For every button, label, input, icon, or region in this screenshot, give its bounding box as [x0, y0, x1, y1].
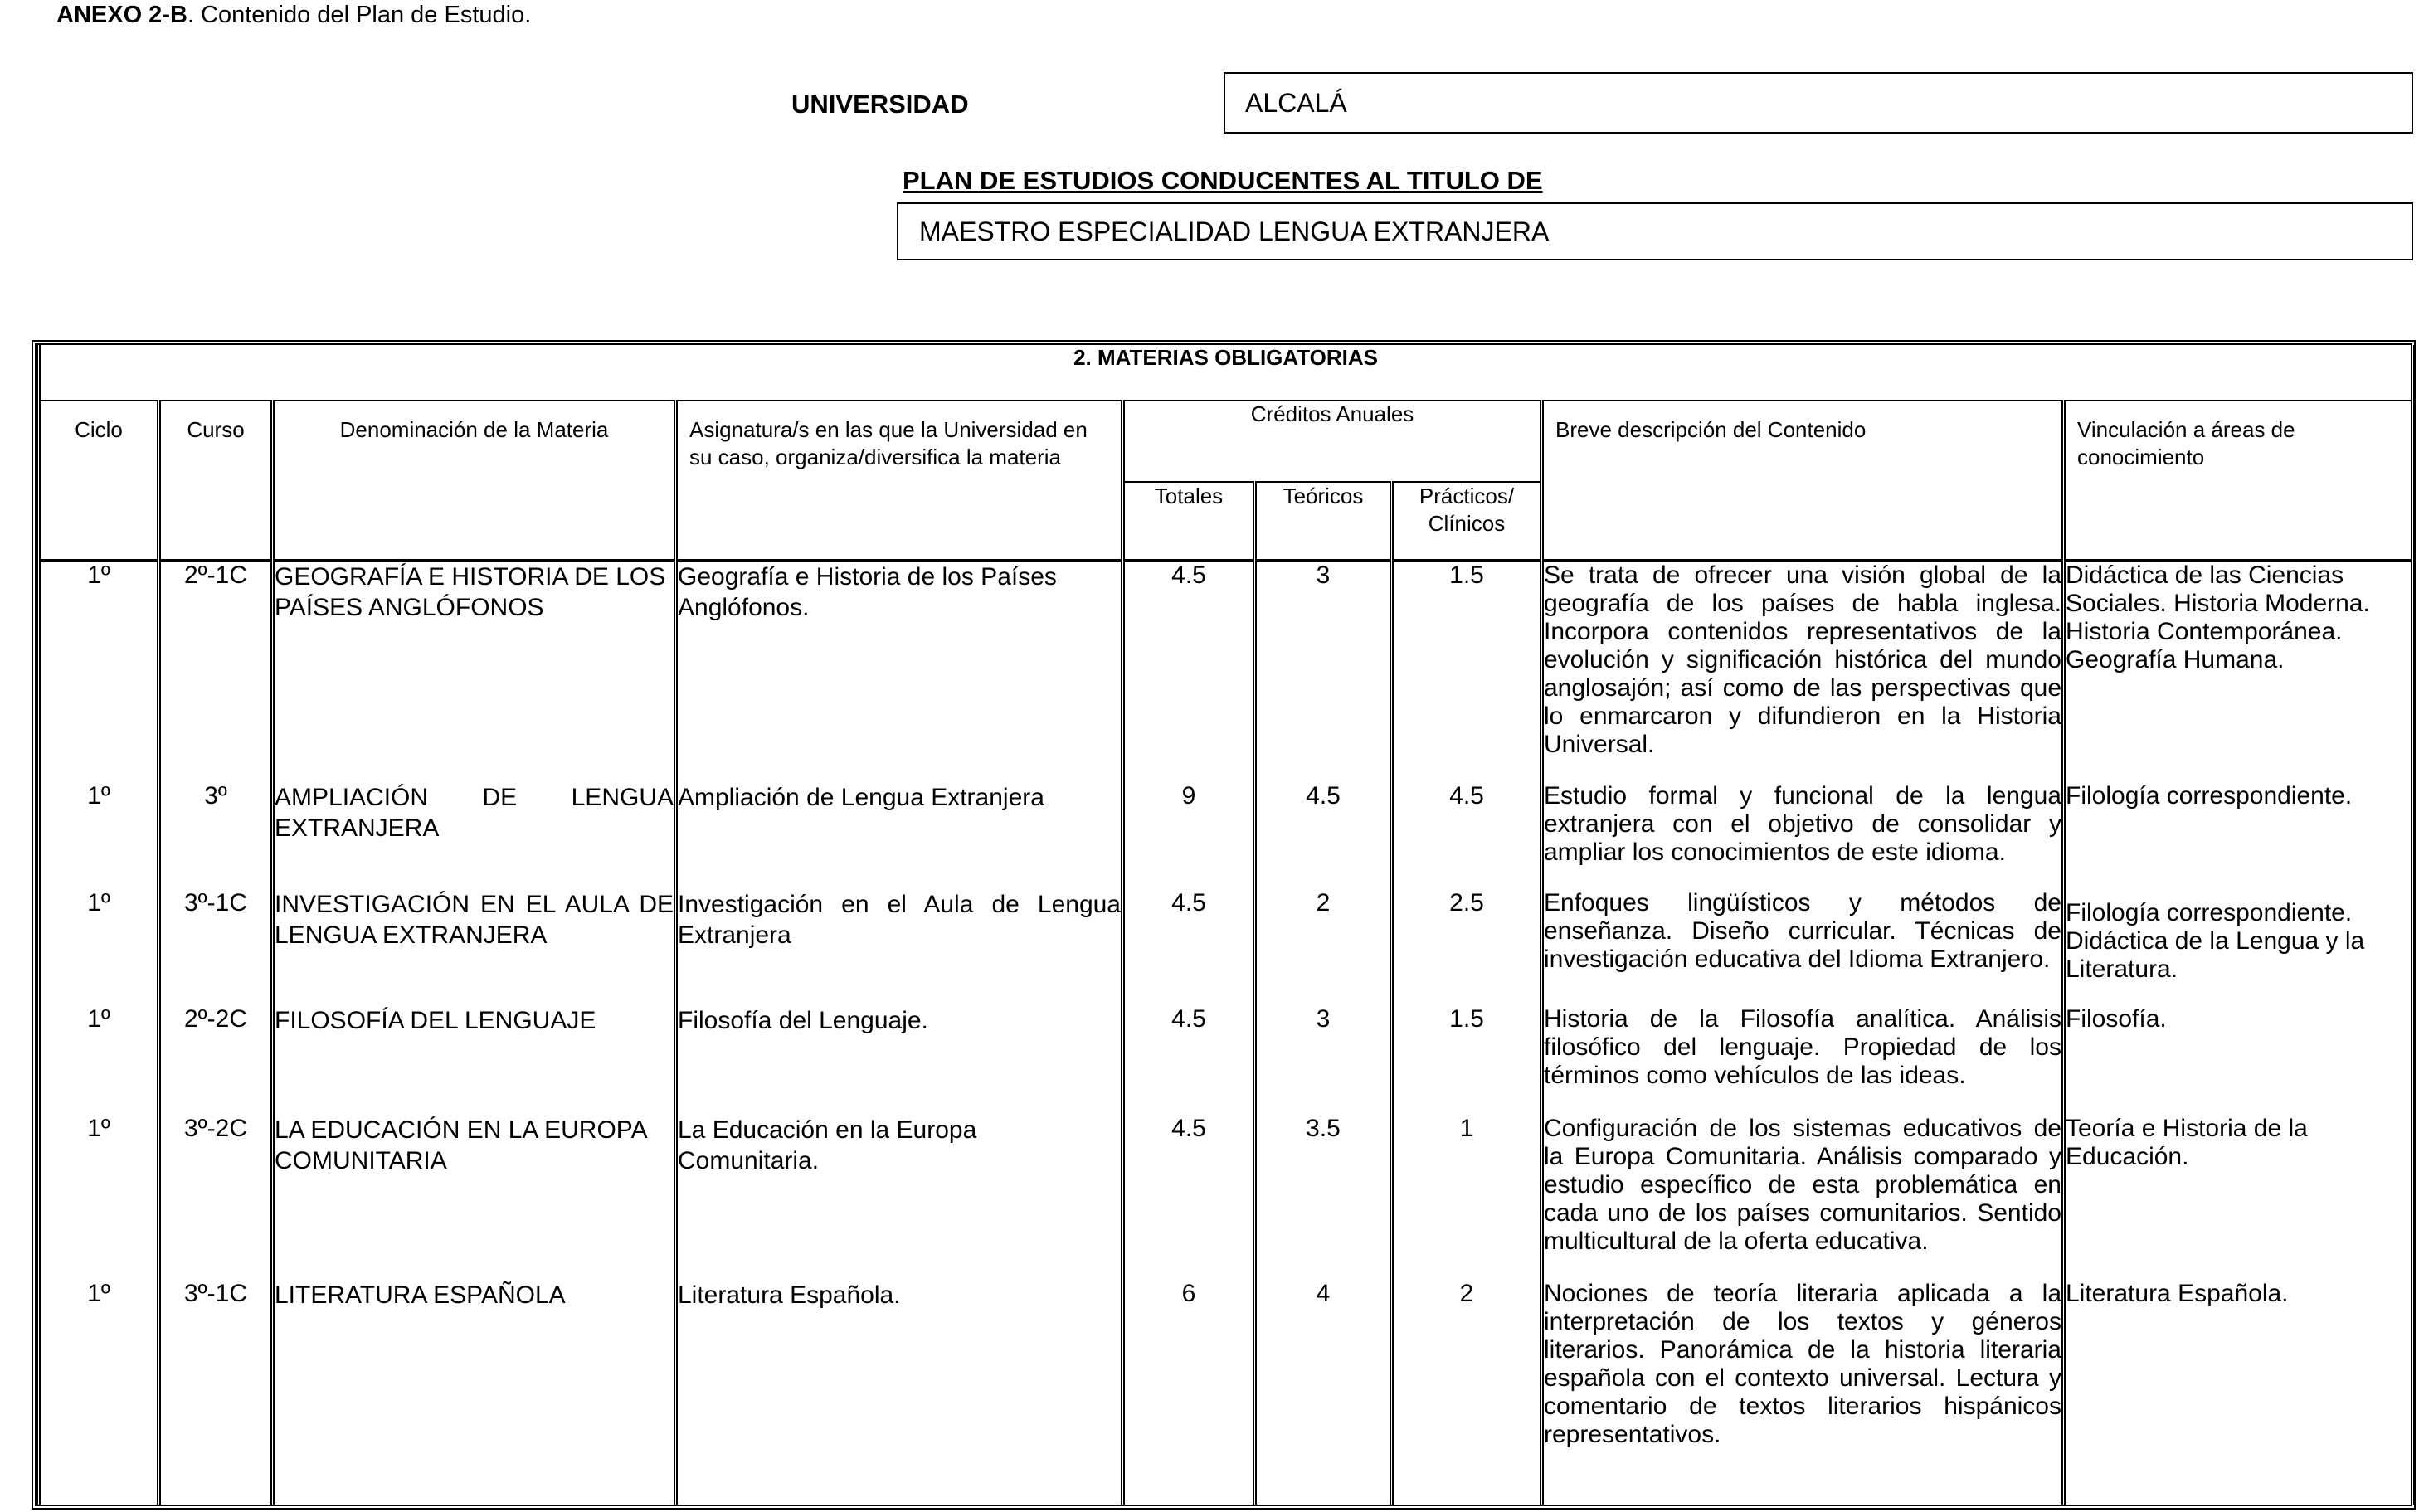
col-header-totales: Totales — [1123, 482, 1255, 555]
table-row — [39, 782, 2413, 889]
cell-teoricos: 4.5 — [1255, 782, 1392, 889]
cell-totales: 6 — [1123, 1280, 1255, 1505]
cell-curso: 3º — [159, 782, 273, 889]
cell-curso: 3º-1C — [159, 889, 273, 1005]
cell-practicos: 1.5 — [1392, 1005, 1542, 1115]
cell-descripcion: Nociones de teoría literaria aplicada a la interpretación de los textos y géneros literarios. Panorámica de la historia literaria española con el contexto universal. Lectura y comentario de textos literarios hispánicos representativos. — [1542, 1280, 2064, 1505]
cell-practicos: 1.5 — [1392, 560, 1542, 782]
cell-vinculacion: Literatura Española. — [2064, 1280, 2413, 1505]
cell-materia: FILOSOFÍA DEL LENGUAJE — [273, 1005, 676, 1115]
materias-table — [37, 345, 2415, 1505]
cell-materia: LA EDUCACIÓN EN LA EUROPA COMUNITARIA — [273, 1115, 676, 1280]
cell-totales: 9 — [1123, 782, 1255, 889]
table-title-row — [39, 345, 2413, 401]
col-header-vinculacion: Vinculación a áreas de conocimiento — [2064, 401, 2413, 555]
table-row — [39, 1115, 2413, 1280]
cell-teoricos: 4 — [1255, 1280, 1392, 1505]
col-header-descripcion: Breve descripción del Contenido — [1542, 401, 2064, 555]
cell-asignatura: Literatura Española. — [676, 1280, 1123, 1505]
table-row — [39, 560, 2413, 782]
materias-table-frame — [32, 340, 2416, 1510]
cell-vinculacion: Filología correspondiente. — [2064, 782, 2413, 889]
header-row — [39, 401, 2413, 482]
col-header-teoricos: Teóricos — [1255, 482, 1392, 555]
table-row — [39, 1280, 2413, 1505]
cell-curso: 3º-1C — [159, 1280, 273, 1505]
cell-ciclo: 1º — [39, 782, 159, 889]
cell-teoricos: 3 — [1255, 1005, 1392, 1115]
cell-materia: AMPLIACIÓN DE LENGUA EXTRANJERA — [273, 782, 676, 889]
cell-totales: 4.5 — [1123, 560, 1255, 782]
cell-asignatura: Geografía e Historia de los Países Anglófonos. — [676, 560, 1123, 782]
cell-vinculacion: Teoría e Historia de la Educación. — [2064, 1115, 2413, 1280]
cell-asignatura: Investigación en el Aula de Lengua Extranjera — [676, 889, 1123, 1005]
col-header-curso: Curso — [159, 401, 273, 555]
cell-descripcion: Configuración de los sistemas educativos de la Europa Comunitaria. Análisis comparado y estudio específico de esta problemática en cada uno de los países comunitarios. Sentido multicultural de la oferta educativa. — [1542, 1115, 2064, 1280]
col-header-creditos: Créditos Anuales — [1123, 401, 1542, 482]
col-header-materia: Denominación de la Materia — [273, 401, 676, 555]
cell-vinculacion: Filología correspondiente. Didáctica de la Lengua y la Literatura. — [2064, 889, 2413, 1005]
cell-curso: 3º-2C — [159, 1115, 273, 1280]
university-label: UNIVERSIDAD — [791, 90, 969, 119]
cell-ciclo: 1º — [39, 560, 159, 782]
plan-value: MAESTRO ESPECIALIDAD LENGUA EXTRANJERA — [897, 202, 2413, 260]
cell-ciclo: 1º — [39, 1005, 159, 1115]
cell-practicos: 1 — [1392, 1115, 1542, 1280]
cell-materia: LITERATURA ESPAÑOLA — [273, 1280, 676, 1505]
cell-asignatura: Filosofía del Lenguaje. — [676, 1005, 1123, 1115]
cell-materia: INVESTIGACIÓN EN EL AULA DE LENGUA EXTRANJERA — [273, 889, 676, 1005]
annex-title — [56, 2, 531, 29]
cell-descripcion: Se trata de ofrecer una visión global de la geografía de los países de habla inglesa. Incorpora contenidos representativos de la evolución y significación histórica del mundo anglosajón; así como de las perspectivas que lo enmarcaron y difundieron en la Historia Universal. — [1542, 560, 2064, 782]
col-header-practicos: Prácticos/ Clínicos — [1392, 482, 1542, 555]
cell-ciclo: 1º — [39, 1280, 159, 1505]
cell-ciclo: 1º — [39, 889, 159, 1005]
cell-descripcion: Historia de la Filosofía analítica. Análisis filosófico del lenguaje. Propiedad de los términos como vehículos de las ideas. — [1542, 1005, 2064, 1115]
table-row — [39, 1005, 2413, 1115]
plan-label: PLAN DE ESTUDIOS CONDUCENTES AL TITULO DE — [903, 166, 1543, 195]
table-title: 2. MATERIAS OBLIGATORIAS — [39, 345, 2413, 401]
col-header-asignatura: Asignatura/s en las que la Universidad en su caso, organiza/diversifica la materia — [676, 401, 1123, 555]
cell-materia: GEOGRAFÍA E HISTORIA DE LOS PAÍSES ANGLÓFONOS — [273, 560, 676, 782]
annex-title-rest: . Contenido del Plan de Estudio. — [187, 2, 532, 28]
cell-descripcion: Enfoques lingüísticos y métodos de enseñanza. Diseño curricular. Técnicas de investigación educativa del Idioma Extranjero. — [1542, 889, 2064, 1005]
cell-ciclo: 1º — [39, 1115, 159, 1280]
cell-totales: 4.5 — [1123, 1115, 1255, 1280]
cell-curso: 2º-2C — [159, 1005, 273, 1115]
cell-vinculacion: Filosofía. — [2064, 1005, 2413, 1115]
cell-totales: 4.5 — [1123, 889, 1255, 1005]
cell-asignatura: La Educación en la Europa Comunitaria. — [676, 1115, 1123, 1280]
university-value: ALCALÁ — [1224, 72, 2413, 134]
annex-title-bold: ANEXO 2-B — [56, 2, 187, 28]
cell-teoricos: 2 — [1255, 889, 1392, 1005]
cell-asignatura: Ampliación de Lengua Extranjera — [676, 782, 1123, 889]
cell-descripcion: Estudio formal y funcional de la lengua extranjera con el objetivo de consolidar y ampliar los conocimientos de este idioma. — [1542, 782, 2064, 889]
cell-practicos: 2.5 — [1392, 889, 1542, 1005]
cell-teoricos: 3.5 — [1255, 1115, 1392, 1280]
cell-practicos: 4.5 — [1392, 782, 1542, 889]
cell-teoricos: 3 — [1255, 560, 1392, 782]
cell-vinculacion: Didáctica de las Ciencias Sociales. Historia Moderna. Historia Contemporánea. Geografía Humana. — [2064, 560, 2413, 782]
cell-practicos: 2 — [1392, 1280, 1542, 1505]
cell-curso: 2º-1C — [159, 560, 273, 782]
table-row — [39, 889, 2413, 1005]
cell-totales: 4.5 — [1123, 1005, 1255, 1115]
col-header-ciclo: Ciclo — [39, 401, 159, 555]
